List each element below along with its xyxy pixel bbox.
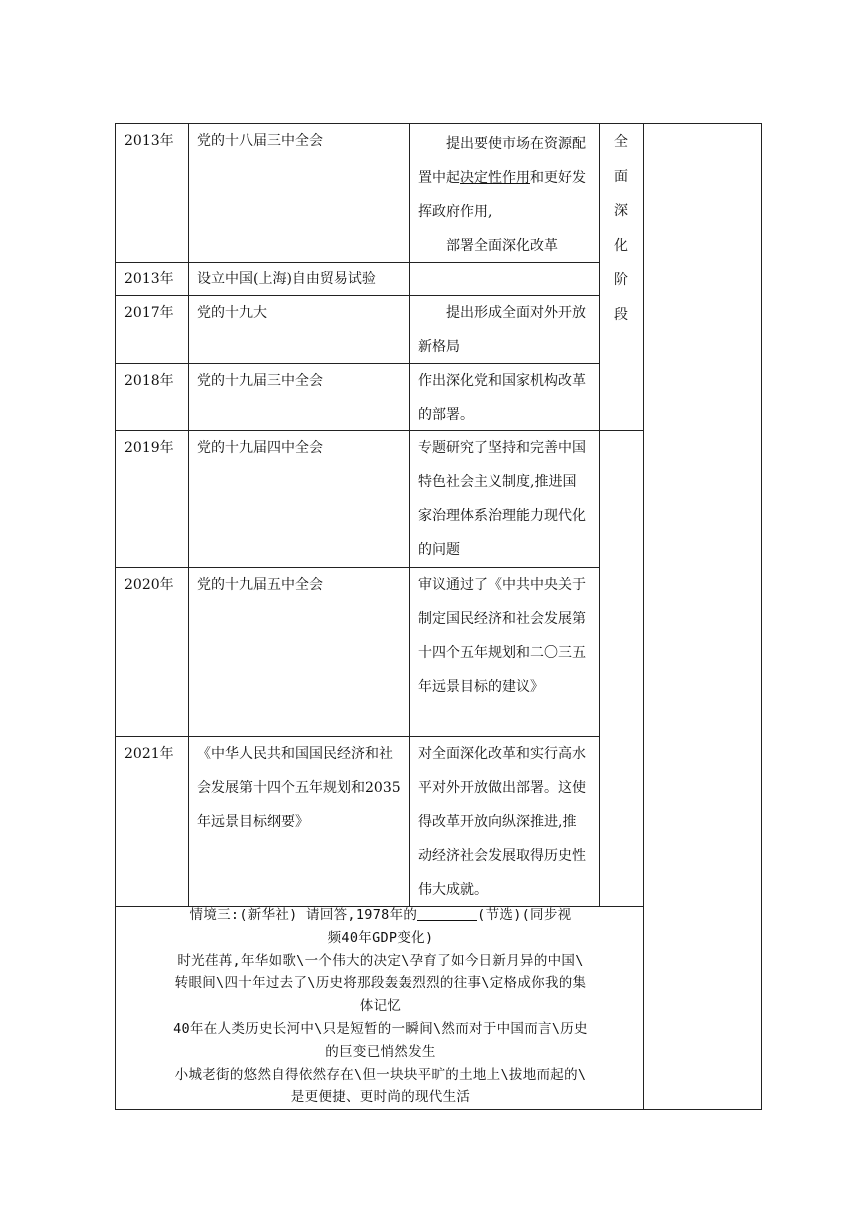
- scene-line: 的巨变已悄然发生: [325, 1043, 436, 1060]
- event-cell: 党的十八届三中全会: [197, 133, 323, 149]
- scene-three-text: [117, 904, 644, 1109]
- year-cell: 2013年: [124, 133, 174, 149]
- stage-char: 面: [614, 168, 628, 185]
- scene-line: 频40年GDP变化): [327, 929, 434, 946]
- year-cell: 2018年: [124, 373, 174, 389]
- stage-char: 全: [614, 134, 628, 150]
- year-cell: 2021年: [124, 746, 174, 762]
- desc-text: 提出要使市场在资源配置中起: [418, 136, 586, 186]
- year-cell: 2013年: [124, 271, 174, 287]
- desc-extra: 部署全面深化改革: [446, 238, 558, 254]
- event-cell: 党的十九届三中全会: [197, 373, 323, 389]
- event-cell: 设立中国(上海)自由贸易试验: [197, 271, 376, 287]
- desc-underlined-text: 决定性作用: [460, 170, 530, 186]
- year-cell: 2020年: [124, 577, 174, 593]
- desc-text: 和更好发挥政府作用,: [418, 170, 586, 220]
- stage-char: 深: [614, 203, 628, 219]
- fill-blank[interactable]: [417, 906, 477, 921]
- stage-char: 阶: [614, 272, 628, 288]
- stage-char: 化: [614, 237, 628, 254]
- description-cell: 专题研究了坚持和完善中国特色社会主义制度,推进国家治理体系治理能力现代化的问题: [418, 440, 586, 558]
- description-cell: [418, 127, 588, 263]
- description-cell: 作出深化党和国家机构改革的部署。: [418, 373, 586, 423]
- description-cell: 对全面深化改革和实行高水平对外开放做出部署。这使得改革开放向纵深推进,推动经济社会发展取得历史性伟大成就。: [418, 746, 586, 898]
- description-cell: 提出形成全面对外开放新格局: [418, 305, 586, 355]
- stage-label: [599, 123, 643, 332]
- event-cell: 《中华人民共和国国民经济和社会发展第十四个五年规划和2035年远景目标纲要》: [197, 746, 401, 830]
- scene-line: 小城老街的悠然自得依然存在\但一块块平旷的土地上\拔地而起的\: [174, 1066, 587, 1083]
- event-cell: 党的十九届四中全会: [197, 440, 323, 456]
- scene-line: 转眼间\四十年过去了\历史将那段轰轰烈烈的往事\定格成你我的集: [174, 975, 587, 992]
- col-divider-event: [409, 123, 410, 906]
- scene-line: 情境三:(新华社) 请回答,1978年的 (节选)(同步视: [189, 907, 572, 923]
- description-cell: 审议通过了《中共中央关于制定国民经济和社会发展第十四个五年规划和二〇三五年远景目标的建议》: [418, 577, 586, 695]
- year-cell: 2019年: [124, 440, 174, 456]
- col-divider-year: [188, 123, 189, 906]
- scene-line: 时光荏苒,年华如歌\一个伟大的决定\孕育了如今日新月异的中国\: [177, 952, 584, 969]
- scene-line: 体记忆: [359, 998, 402, 1015]
- scene-line: 是更便捷、更时尚的现代生活: [290, 1089, 471, 1106]
- year-cell: 2017年: [124, 305, 174, 321]
- stage-char: 段: [614, 306, 628, 323]
- scene-line: 40年在人类历史长河中\只是短暂的一瞬间\然而对于中国而言\历史: [173, 1020, 588, 1037]
- event-cell: 党的十九届五中全会: [197, 577, 323, 593]
- event-cell: 党的十九大: [197, 305, 267, 321]
